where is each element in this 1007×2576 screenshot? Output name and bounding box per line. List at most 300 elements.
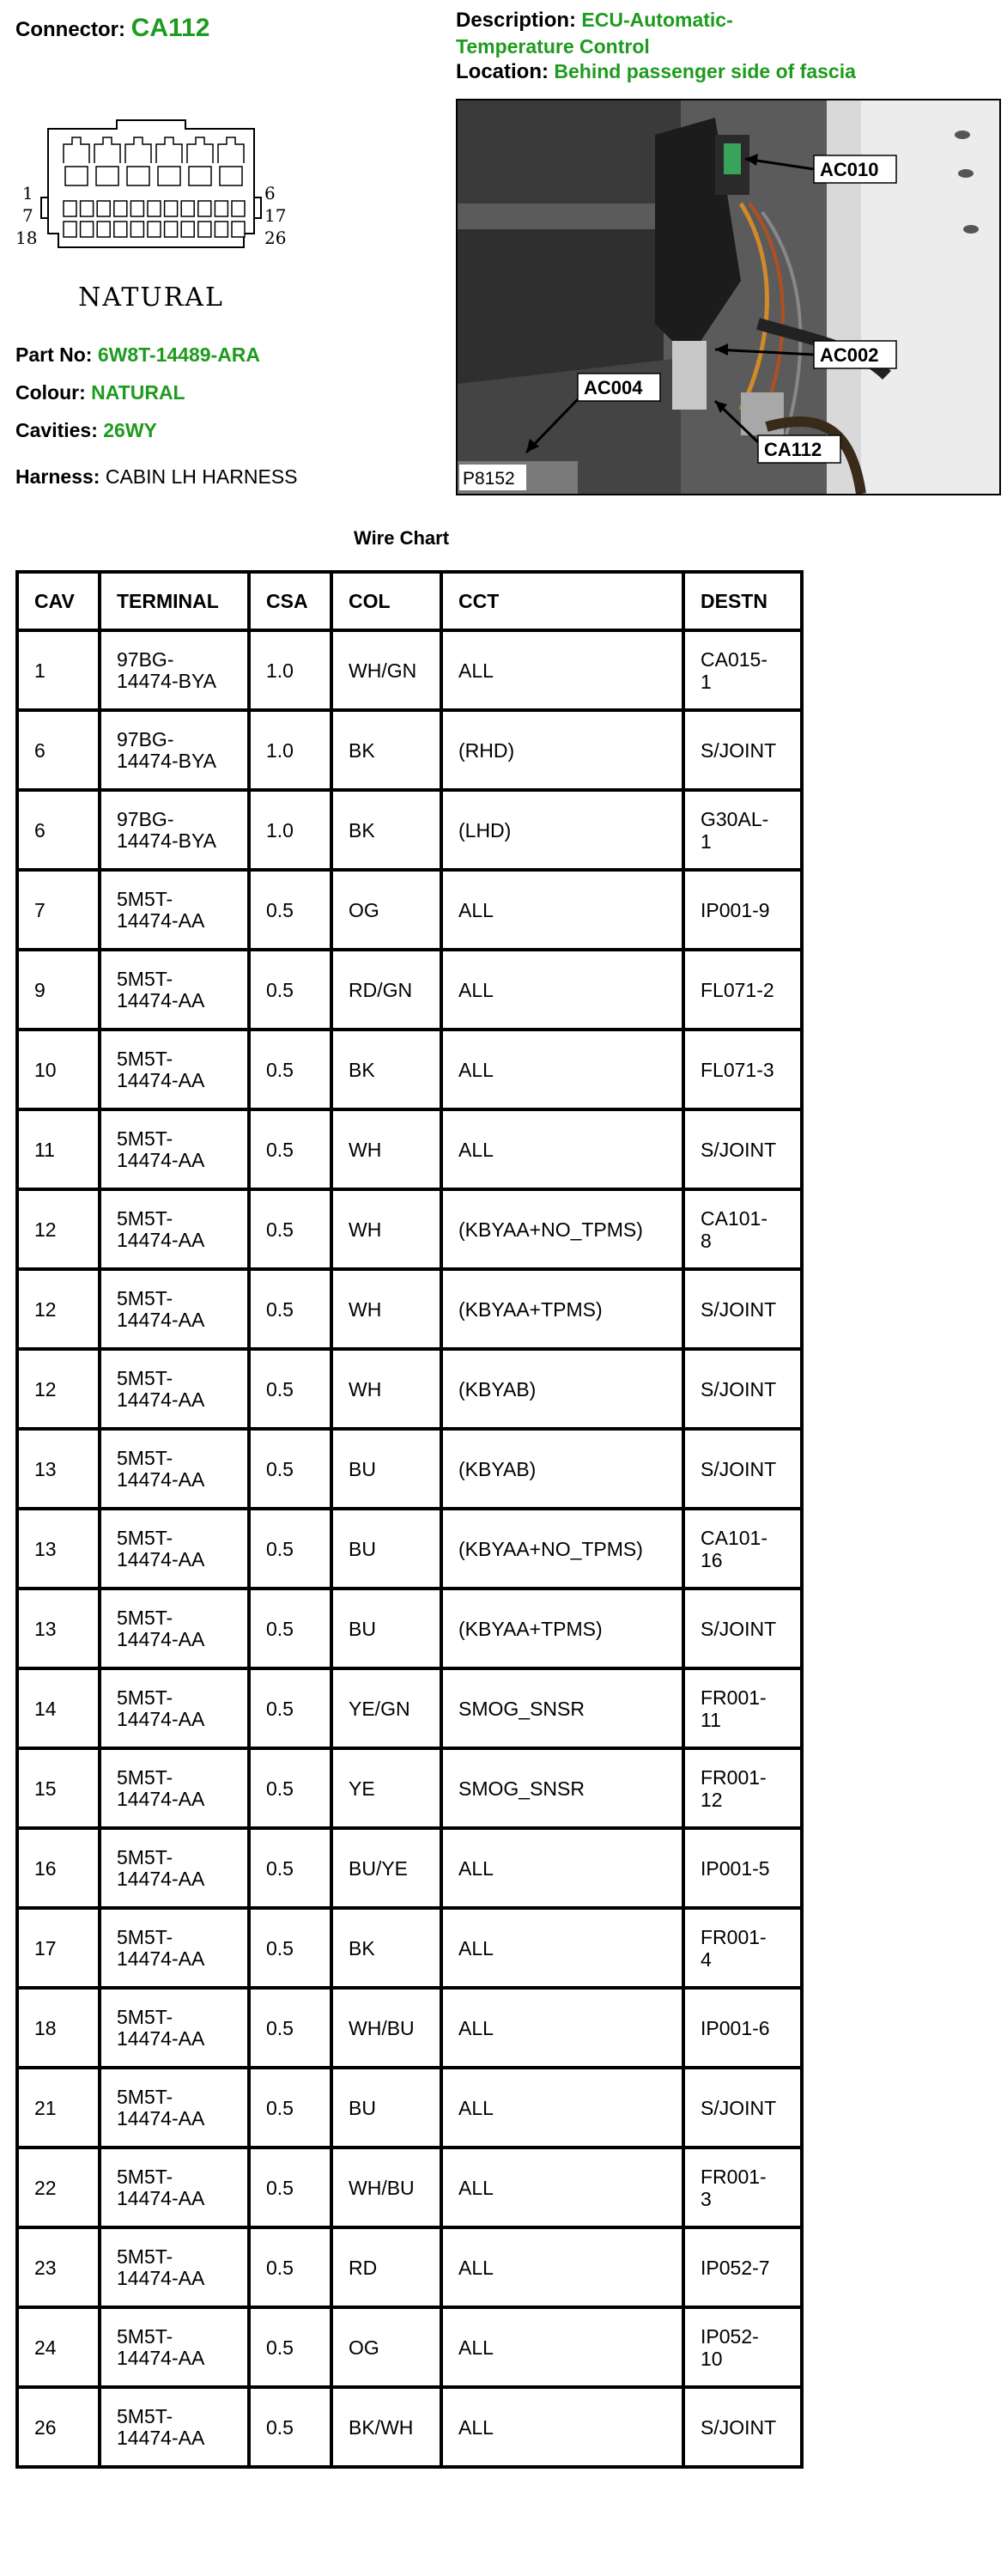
column-header-destn: DESTN [683,572,802,630]
cell-destn-line2: 16 [701,1548,723,1571]
cell-terminal [100,1030,249,1109]
cell-destn-line2: 1 [701,670,712,693]
cell-terminal-line1: 5M5T- [117,1925,173,1948]
cell-destn [683,1908,802,1988]
cell-terminal-line1: 5M5T- [117,1127,173,1150]
cavity-large [187,137,213,163]
colour-label: Colour: [15,381,86,404]
callout-ac002: AC002 [820,344,879,366]
location-value: Behind passenger side of fascia [554,60,856,82]
connector-face-diagram [14,112,288,318]
cell-terminal [100,790,249,870]
cell-destn [683,2148,802,2227]
callout-ac010: AC010 [820,159,879,180]
cell-destn [683,2227,802,2307]
pin-cavity [189,167,211,185]
connector-pin-grid [64,137,245,237]
cell-terminal-line1: 5M5T- [117,1446,173,1469]
pin-cavity [114,222,127,237]
cell-csa: 0.5 [249,1349,331,1429]
cell-cav: 6 [17,790,100,870]
cell-terminal-line1: 5M5T- [117,1845,173,1868]
pin-cavity [165,201,178,216]
cell-cav: 6 [17,710,100,790]
cell-col: BU/YE [331,1828,441,1908]
cell-csa: 0.5 [249,1589,331,1668]
cell-terminal [100,2148,249,2227]
cell-destn [683,1589,802,1668]
cell-destn-line1: IP052-7 [701,2256,770,2279]
cell-csa: 0.5 [249,1509,331,1589]
cell-col: WH/GN [331,630,441,710]
cell-terminal-line2: 14474-AA [117,2026,205,2050]
pin-label-6: 6 [264,183,276,204]
cell-cav: 13 [17,1589,100,1668]
cell-cav: 12 [17,1269,100,1349]
cell-cav: 9 [17,950,100,1030]
cavities-row [15,419,157,442]
location-photo-illustration [458,100,999,494]
cell-cct: ALL [441,1030,683,1109]
cell-terminal [100,1828,249,1908]
cell-col: WH [331,1269,441,1349]
cell-cct: ALL [441,2307,683,2387]
cell-csa: 1.0 [249,710,331,790]
cell-terminal [100,950,249,1030]
cell-destn-line1: FL071-3 [701,1058,774,1081]
cell-col: RD/GN [331,950,441,1030]
table-row [17,1109,802,1189]
table-row [17,1988,802,2068]
cell-csa: 0.5 [249,1668,331,1748]
wire-chart-title: Wire Chart [354,527,450,549]
cell-destn [683,870,802,950]
cell-destn [683,2387,802,2467]
cell-destn-line1: S/JOINT [701,1377,777,1400]
cell-cav: 18 [17,1988,100,2068]
cell-destn-line1: IP052- [701,2324,759,2348]
cell-terminal-line1: 5M5T- [117,2005,173,2028]
cell-col: WH [331,1189,441,1269]
cell-cav: 10 [17,1030,100,1109]
cell-terminal [100,1988,249,2068]
pin-cavity [96,167,118,185]
pin-cavity [81,222,94,237]
cell-csa: 0.5 [249,870,331,950]
cell-destn [683,1668,802,1748]
cell-csa: 0.5 [249,2227,331,2307]
cell-destn [683,1349,802,1429]
cell-destn [683,1429,802,1509]
table-row [17,2068,802,2148]
cell-cct: (KBYAA+NO_TPMS) [441,1189,683,1269]
cell-destn-line1: S/JOINT [701,1297,777,1321]
cell-destn-line1: CA101- [701,1206,767,1230]
cell-csa: 0.5 [249,1988,331,2068]
location-photo [456,99,1001,495]
cell-csa: 1.0 [249,790,331,870]
cell-csa: 0.5 [249,1030,331,1109]
part-number-label: Part No: [15,343,93,366]
cell-col: WH/BU [331,2148,441,2227]
table-row [17,2307,802,2387]
cell-cct: ALL [441,1109,683,1189]
cell-terminal [100,1109,249,1189]
cell-destn-line2: 8 [701,1229,712,1252]
callout-ac004: AC004 [584,377,643,398]
cell-destn-line1: IP001-5 [701,1856,770,1880]
cell-terminal-line2: 14474-AA [117,2346,205,2369]
cell-terminal-line1: 5M5T- [117,1765,173,1789]
cell-cct: ALL [441,2068,683,2148]
cell-destn-line2: 11 [701,1708,721,1731]
cell-terminal-line2: 14474-AA [117,1627,205,1650]
column-header-cct: CCT [441,572,683,630]
pin-cavity [181,201,194,216]
cell-terminal-line2: 14474-AA [117,1148,205,1171]
cell-terminal-line1: 5M5T- [117,887,173,910]
location-label: Location: [456,60,549,83]
pin-cavity [220,167,242,185]
cell-destn-line2: 4 [701,1947,712,1971]
cavities-label: Cavities: [15,419,98,441]
cell-cav: 13 [17,1509,100,1589]
cell-terminal-line2: 14474-AA [117,1787,205,1810]
cell-col: BU [331,1589,441,1668]
table-row [17,1828,802,1908]
cell-csa: 0.5 [249,1748,331,1828]
part-number-row [15,343,260,367]
cell-col: WH/BU [331,1988,441,2068]
cell-destn [683,630,802,710]
cell-cav: 13 [17,1429,100,1509]
photo-reference-id: P8152 [463,469,515,489]
cell-terminal-line2: 14474-AA [117,1547,205,1571]
cell-col: BU [331,2068,441,2148]
description-value-line1: ECU-Automatic- [581,9,733,31]
cell-destn [683,790,802,870]
cell-csa: 0.5 [249,1189,331,1269]
callout-ca112: CA112 [764,439,822,460]
table-row [17,630,802,710]
cell-terminal-line2: 14474-AA [117,1388,205,1411]
cell-cct: (LHD) [441,790,683,870]
cell-terminal-line2: 14474-AA [117,988,205,1012]
connector-colour-caption: NATURAL [78,283,224,313]
cell-col: WH [331,1349,441,1429]
table-row [17,1509,802,1589]
part-number-value: 6W8T-14489-ARA [97,343,261,366]
cell-csa: 0.5 [249,2148,331,2227]
cell-cct: ALL [441,950,683,1030]
pin-cavity [65,167,88,185]
pin-label-7: 7 [22,205,33,226]
cell-cav: 22 [17,2148,100,2227]
cell-destn-line1: G30AL- [701,807,769,830]
pin-cavity [81,201,94,216]
pin-cavity [148,222,161,237]
cell-terminal-line2: 14474-AA [117,2186,205,2209]
cell-terminal-line1: 97BG- [117,807,174,830]
harness-row [15,465,298,489]
cell-col: BU [331,1509,441,1589]
cell-csa: 0.5 [249,1109,331,1189]
cell-cav: 26 [17,2387,100,2467]
cell-cct: ALL [441,1988,683,2068]
cell-destn-line1: IP001-9 [701,898,770,921]
table-row [17,1908,802,1988]
cell-csa: 0.5 [249,1269,331,1349]
description-heading [456,7,971,59]
cell-terminal [100,2227,249,2307]
column-header-terminal: TERMINAL [100,572,249,630]
table-row [17,1189,802,1269]
pin-cavity [232,201,245,216]
cell-terminal-line2: 14474-AA [117,908,205,932]
cell-destn-line2: 3 [701,2187,712,2210]
cell-terminal [100,710,249,790]
cell-destn-line1: S/JOINT [701,1138,777,1161]
cell-destn [683,1030,802,1109]
connector-heading [15,14,209,43]
cell-cav: 11 [17,1109,100,1189]
pin-label-26: 26 [264,228,287,248]
cell-destn [683,1509,802,1589]
table-row [17,2148,802,2227]
table-header-row [17,572,802,630]
cell-cct: ALL [441,630,683,710]
pin-cavity [130,201,143,216]
cell-terminal-line2: 14474-AA [117,2426,205,2449]
cell-cct: ALL [441,870,683,950]
cell-terminal-line1: 5M5T- [117,967,173,990]
cell-destn-line1: FL071-2 [701,978,774,1001]
cell-destn [683,950,802,1030]
pin-cavity [64,222,76,237]
harness-label: Harness: [15,465,100,488]
cell-cct: ALL [441,2148,683,2227]
cell-cav: 7 [17,870,100,950]
cavity-large [64,137,89,163]
cell-terminal [100,1509,249,1589]
cell-terminal-line2: 14474-AA [117,2106,205,2129]
pin-cavity [215,201,227,216]
table-row [17,1668,802,1748]
cell-destn-line1: S/JOINT [701,2096,777,2119]
cell-cct: ALL [441,1908,683,1988]
cell-terminal-line1: 97BG- [117,647,174,671]
table-row [17,1349,802,1429]
cell-cct: (KBYAB) [441,1429,683,1509]
cell-terminal-line1: 5M5T- [117,1606,173,1629]
cell-cav: 12 [17,1349,100,1429]
cell-col: YE [331,1748,441,1828]
cell-csa: 0.5 [249,2307,331,2387]
cell-destn [683,2307,802,2387]
cell-cav: 23 [17,2227,100,2307]
cell-terminal-line1: 97BG- [117,727,174,750]
cell-terminal-line2: 14474-AA [117,1947,205,1970]
cell-destn-line1: S/JOINT [701,1457,777,1480]
connector-id: CA112 [130,14,210,42]
pin-cavity [130,222,143,237]
description-label: Description: [456,9,577,32]
cell-cav: 17 [17,1908,100,1988]
cell-destn [683,1109,802,1189]
cell-terminal [100,2307,249,2387]
cell-destn [683,1748,802,1828]
table-row [17,1429,802,1509]
cavity-large [218,137,244,163]
cell-destn-line1: S/JOINT [701,1617,777,1640]
pin-cavity [232,222,245,237]
cell-csa: 0.5 [249,1908,331,1988]
cell-col: WH [331,1109,441,1189]
cell-destn [683,2068,802,2148]
pin-cavity [181,222,194,237]
cell-terminal [100,2068,249,2148]
cell-terminal [100,1589,249,1668]
colour-row [15,381,185,404]
cell-terminal [100,2387,249,2467]
column-header-col: COL [331,572,441,630]
table-row [17,2387,802,2467]
cell-csa: 0.5 [249,2068,331,2148]
cell-col: RD [331,2227,441,2307]
pin-cavity [97,222,110,237]
cavity-large [125,137,151,163]
cell-col: BK [331,1030,441,1109]
cell-terminal [100,1269,249,1349]
cell-cav: 14 [17,1668,100,1748]
cell-terminal [100,1349,249,1429]
cell-csa: 0.5 [249,950,331,1030]
cell-terminal-line2: 14474-AA [117,1068,205,1091]
cell-terminal-line2: 14474-BYA [117,669,216,692]
table-row [17,950,802,1030]
pin-cavity [198,201,211,216]
column-header-cav: CAV [17,572,100,630]
cell-cct: ALL [441,2227,683,2307]
table-row [17,2227,802,2307]
cell-destn [683,1988,802,2068]
cell-terminal-line1: 5M5T- [117,2245,173,2268]
wire-chart-body [17,630,802,2467]
cell-destn-line1: CA101- [701,1526,767,1549]
table-row [17,710,802,790]
pin-cavity [114,201,127,216]
cell-cct: SMOG_SNSR [441,1748,683,1828]
cell-terminal-line2: 14474-AA [117,1867,205,1890]
pin-cavity [148,201,161,216]
cell-cav: 21 [17,2068,100,2148]
cell-terminal [100,1748,249,1828]
pin-label-1: 1 [22,183,33,204]
cell-terminal [100,870,249,950]
cell-destn-line1: FR001- [701,1686,767,1709]
cell-terminal-line2: 14474-AA [117,1228,205,1251]
cell-terminal [100,1189,249,1269]
cell-cct: (KBYAB) [441,1349,683,1429]
pin-label-17: 17 [264,205,287,226]
cell-col: BK [331,790,441,870]
cell-destn-line1: FR001- [701,1765,767,1789]
colour-value: NATURAL [91,381,185,404]
cell-col: OG [331,870,441,950]
cell-cav: 12 [17,1189,100,1269]
pin-cavity [64,201,76,216]
pin-cavity [127,167,149,185]
cell-cct: ALL [441,2387,683,2467]
pin-cavity [215,222,227,237]
cell-destn-line2: 1 [701,829,712,853]
cell-cct: ALL [441,1828,683,1908]
cell-terminal-line1: 5M5T- [117,2165,173,2188]
table-row [17,1589,802,1668]
cell-cct: (KBYAA+NO_TPMS) [441,1509,683,1589]
cell-destn-line1: CA015- [701,647,767,671]
cell-terminal-line1: 5M5T- [117,1206,173,1230]
cell-terminal-line1: 5M5T- [117,1526,173,1549]
cavity-large [94,137,120,163]
wire-chart-table [15,570,804,2469]
cell-col: BU [331,1429,441,1509]
cavity-large [156,137,182,163]
cell-csa: 0.5 [249,2387,331,2467]
cell-col: OG [331,2307,441,2387]
cell-terminal-line2: 14474-AA [117,1308,205,1331]
table-row [17,790,802,870]
cell-csa: 1.0 [249,630,331,710]
location-heading [456,60,856,84]
cell-terminal-line2: 14474-AA [117,2266,205,2289]
cell-terminal-line2: 14474-BYA [117,829,216,852]
cell-cct: (KBYAA+TPMS) [441,1269,683,1349]
cell-terminal [100,1908,249,1988]
cell-csa: 0.5 [249,1429,331,1509]
description-value-line2: Temperature Control [456,35,650,58]
harness-value: CABIN LH HARNESS [105,465,298,488]
cell-destn-line2: 10 [701,2347,723,2370]
cell-destn [683,710,802,790]
cell-terminal-line1: 5M5T- [117,2085,173,2108]
cell-col: BK [331,1908,441,1988]
pin-cavity [158,167,180,185]
cell-terminal-line1: 5M5T- [117,2404,173,2427]
cell-cav: 1 [17,630,100,710]
table-row [17,1030,802,1109]
cell-terminal-line1: 5M5T- [117,2324,173,2348]
cell-terminal-line2: 14474-AA [117,1707,205,1730]
cell-terminal-line1: 5M5T- [117,1366,173,1389]
connector-label: Connector: [15,18,125,41]
pin-label-18: 18 [15,228,38,248]
table-row [17,870,802,950]
column-header-csa: CSA [249,572,331,630]
cell-terminal-line1: 5M5T- [117,1047,173,1070]
cell-terminal-line1: 5M5T- [117,1686,173,1709]
cell-cct: SMOG_SNSR [441,1668,683,1748]
pin-cavity [97,201,110,216]
cell-csa: 0.5 [249,1828,331,1908]
connector-latch-right [254,197,261,218]
cell-destn [683,1189,802,1269]
cell-destn-line2: 12 [701,1788,723,1811]
cell-col: BK/WH [331,2387,441,2467]
cell-destn-line1: FR001- [701,1925,767,1948]
cell-cct: (KBYAA+TPMS) [441,1589,683,1668]
cell-destn-line1: S/JOINT [701,2415,777,2439]
